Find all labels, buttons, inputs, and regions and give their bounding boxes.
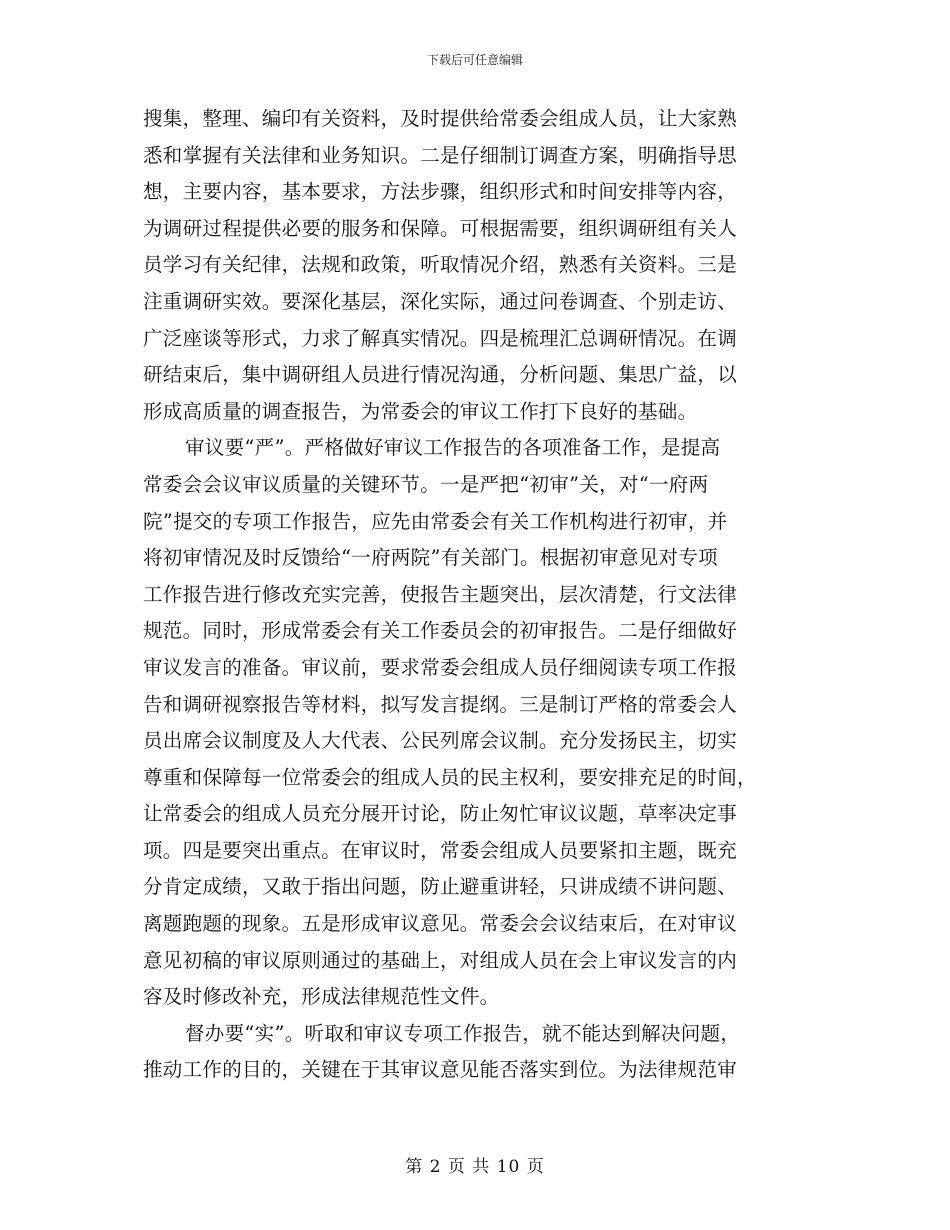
text-line: 分肯定成绩，又敢于指出问题，防止避重讲轻，只讲成绩不讲问题、	[143, 875, 738, 899]
text-line: 工作报告进行修改充实完善，使报告主题突出，层次清楚，行文法律	[143, 582, 738, 606]
paragraph-3	[143, 1016, 808, 1089]
text-line: 规范。同时，形成常委会有关工作委员会的初审报告。二是仔细做好	[143, 619, 738, 643]
text-line: 形成高质量的调查报告，为常委会的审议工作打下良好的基础。	[143, 399, 698, 423]
text-line: 容及时修改补充，形成法律规范性文件。	[143, 985, 500, 1009]
paragraph-2	[143, 430, 808, 1016]
page-header: 下载后可任意编辑	[426, 53, 523, 67]
text-line: 尊重和保障每一位常委会的组成人员的民主权利，要安排充足的时间，	[143, 765, 757, 789]
text-line: 让常委会的组成人员充分展开讨论，防止匆忙审议议题，草率决定事	[143, 802, 738, 826]
text-line: 员出席会议制度及人大代表、公民列席会议制。充分发扬民主，切实	[143, 729, 738, 753]
paragraph-1	[143, 101, 808, 430]
text-line: 员学习有关纪律，法规和政策，听取情况介绍，熟悉有关资料。三是	[143, 253, 738, 277]
text-line: 广泛座谈等形式，力求了解真实情况。四是梳理汇总调研情况。在调	[143, 326, 738, 350]
text-line: 告和调研视察报告等材料，拟写发言提纲。三是制订严格的常委会人	[143, 692, 738, 716]
text-line: 将初审情况及时反馈给“一府两院”有关部门。根据初审意见对专项	[143, 546, 718, 570]
text-line: 常委会会议审议质量的关键环节。一是严把“初审”关，对“一府两	[143, 472, 709, 496]
text-line: 审议发言的准备。审议前，要求常委会组成人员仔细阅读专项工作报	[143, 655, 738, 679]
page-footer: 第 2 页 共 10 页	[405, 1157, 545, 1177]
text-line: 搜集，整理、编印有关资料，及时提供给常委会组成人员，让大家熟	[143, 107, 738, 130]
text-line: 为调研过程提供必要的服务和保障。可根据需要，组织调研组有关人	[143, 216, 738, 240]
text-line: 院”提交的专项工作报告，应先由常委会有关工作机构进行初审，并	[143, 509, 728, 533]
text-line: 离题跑题的现象。五是形成审议意见。常委会会议结束后，在对审议	[143, 912, 738, 936]
text-line: 意见初稿的审议原则通过的基础上，对组成人员在会上审议发言的内	[143, 948, 738, 972]
text-line: 注重调研实效。要深化基层，深化实际，通过问卷调查、个别走访、	[143, 289, 738, 313]
text-line: 督办要“实”。听取和审议专项工作报告，就不能达到解决问题，	[185, 1021, 741, 1045]
text-line: 审议要“严”。严格做好审议工作报告的各项准备工作，是提高	[185, 436, 721, 460]
text-line: 推动工作的目的，关键在于其审议意见能否落实到位。为法律规范审	[143, 1058, 738, 1082]
text-line: 研结束后，集中调研组人员进行情况沟通，分析问题、集思广益，以	[143, 363, 738, 387]
text-line: 项。四是要突出重点。在审议时，常委会组成人员要紧扣主题，既充	[143, 838, 738, 862]
text-line: 悉和掌握有关法律和业务知识。二是仔细制订调查方案，明确指导思	[143, 143, 738, 167]
text-line: 想，主要内容，基本要求，方法步骤，组织形式和时间安排等内容，	[143, 180, 738, 204]
document-body	[143, 101, 808, 1089]
